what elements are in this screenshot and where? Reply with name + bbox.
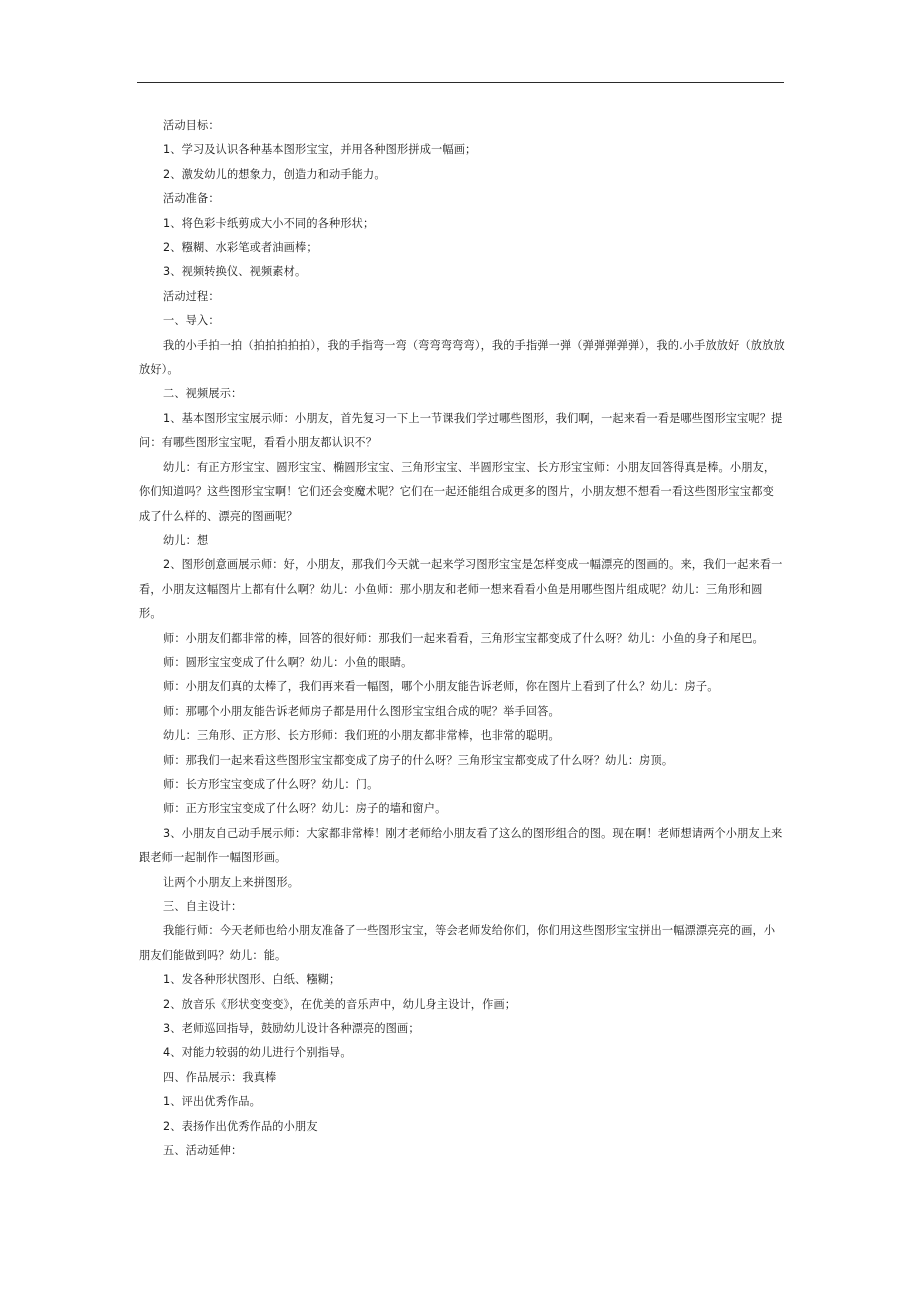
paragraph: 活动准备： <box>163 192 220 206</box>
paragraph: 师：小朋友们都非常的棒，回答的很好师：那我们一起来看看，三角形宝宝都变成了什么呀？幼儿：小鱼的身子和尾巴。 <box>163 631 764 645</box>
paragraph: 师：长方形宝宝变成了什么呀？幼儿：门。 <box>163 777 379 791</box>
paragraph: 1、评出优秀作品。 <box>163 1095 261 1109</box>
paragraph: 师：正方形宝宝变成了什么呀？幼儿：房子的墙和窗户。 <box>163 802 447 816</box>
paragraph: 一、导入： <box>163 314 220 328</box>
paragraph: 3、视频转换仪、视频素材。 <box>163 265 307 279</box>
paragraph: 2、激发幼儿的想象力，创造力和动手能力。 <box>163 167 386 181</box>
paragraph: 二、视频展示： <box>163 387 243 401</box>
paragraph: 活动目标： <box>163 119 220 132</box>
paragraph: 1、发各种形状图形、白纸、糨糊； <box>163 973 341 987</box>
paragraph: 师：那哪个小朋友能告诉老师房子都是用什么图形宝宝组合成的呢？举手回答。 <box>163 704 560 718</box>
paragraph: 幼儿：想 <box>163 533 209 547</box>
paragraph: 师：小朋友们真的太棒了，我们再来看一幅图，哪个小朋友能告诉老师，你在图片上看到了什么？幼儿：房子。 <box>163 680 719 694</box>
paragraph: 2、表扬作出优秀作品的小朋友 <box>163 1119 318 1133</box>
paragraph: 1、基本图形宝宝展示师：小朋友，首先复习一下上一节课我们学过哪些图形，我们啊，一起来看一看是哪些图形宝宝呢？提问：有哪些图形宝宝呢，看看小朋友都认识不？ <box>139 411 783 450</box>
paragraph: 我的小手拍一拍（拍拍拍拍拍），我的手指弯一弯（弯弯弯弯弯），我的手指弹一弹（弹弹弹弹弹），我的.小手放放好（放放放放好）。 <box>139 338 785 377</box>
paragraph: 师：圆形宝宝变成了什么啊？幼儿：小鱼的眼睛。 <box>163 655 413 669</box>
paragraph: 2、糨糊、水彩笔或者油画棒； <box>163 241 318 255</box>
paragraph: 4、对能力较弱的幼儿进行个别指导。 <box>163 1046 352 1060</box>
paragraph: 让两个小朋友上来拼图形。 <box>163 875 300 889</box>
paragraph: 师：那我们一起来看这些图形宝宝都变成了房子的什么呀？三角形宝宝都变成了什么呀？幼儿：房顶。 <box>163 753 674 767</box>
paragraph: 幼儿：有正方形宝宝、圆形宝宝、椭圆形宝宝、三角形宝宝、半圆形宝宝、长方形宝宝师：小朋友回答得真是棒。小朋友，你们知道吗？这些图形宝宝啊！它们还会变魔术呢？它们在一起还能组合成更多的图片，小朋友想不想看一看这些图形宝宝都变成了什么样的、漂亮的图画呢？ <box>139 460 776 523</box>
paragraph: 2、图形创意画展示师：好，小朋友，那我们今天就一起来学习图形宝宝是怎样变成一幅漂亮的图画的。来，我们一起来看一看，小朋友这幅图片上都有什么啊？幼儿：小鱼师：那小朋友和老师一想来看看小鱼是用哪些图片组成呢？幼儿：三角形和圆形。 <box>139 558 783 621</box>
document-body <box>139 114 785 1163</box>
paragraph: 五、活动延伸： <box>163 1144 243 1158</box>
paragraph: 1、将色彩卡纸剪成大小不同的各种形状； <box>163 216 375 230</box>
paragraph: 1、学习及认识各种基本图形宝宝，并用各种图形拼成一幅画； <box>163 143 477 157</box>
paragraph: 3、小朋友自己动手展示师：大家都非常棒！刚才老师给小朋友看了这么的图形组合的图。现在啊！老师想请两个小朋友上来跟老师一起制作一幅图形画。 <box>139 826 783 865</box>
paragraph: 我能行师：今天老师也给小朋友准备了一些图形宝宝，等会老师发给你们，你们用这些图形宝宝拼出一幅漂漂亮亮的画，小朋友们能做到吗？幼儿：能。 <box>139 924 776 962</box>
paragraph: 2、放音乐《形状变变变》，在优美的音乐声中，幼儿身主设计，作画； <box>163 997 517 1011</box>
paragraph: 四、作品展示：我真棒 <box>163 1070 277 1084</box>
paragraph: 活动过程： <box>163 289 220 303</box>
paragraph: 3、老师巡回指导，鼓励幼儿设计各种漂亮的图画； <box>163 1022 420 1036</box>
paragraph: 幼儿：三角形、正方形、长方形师：我们班的小朋友都非常棒，也非常的聪明。 <box>163 729 560 743</box>
paragraph: 三、自主设计： <box>163 900 243 913</box>
header-rule <box>137 82 784 83</box>
